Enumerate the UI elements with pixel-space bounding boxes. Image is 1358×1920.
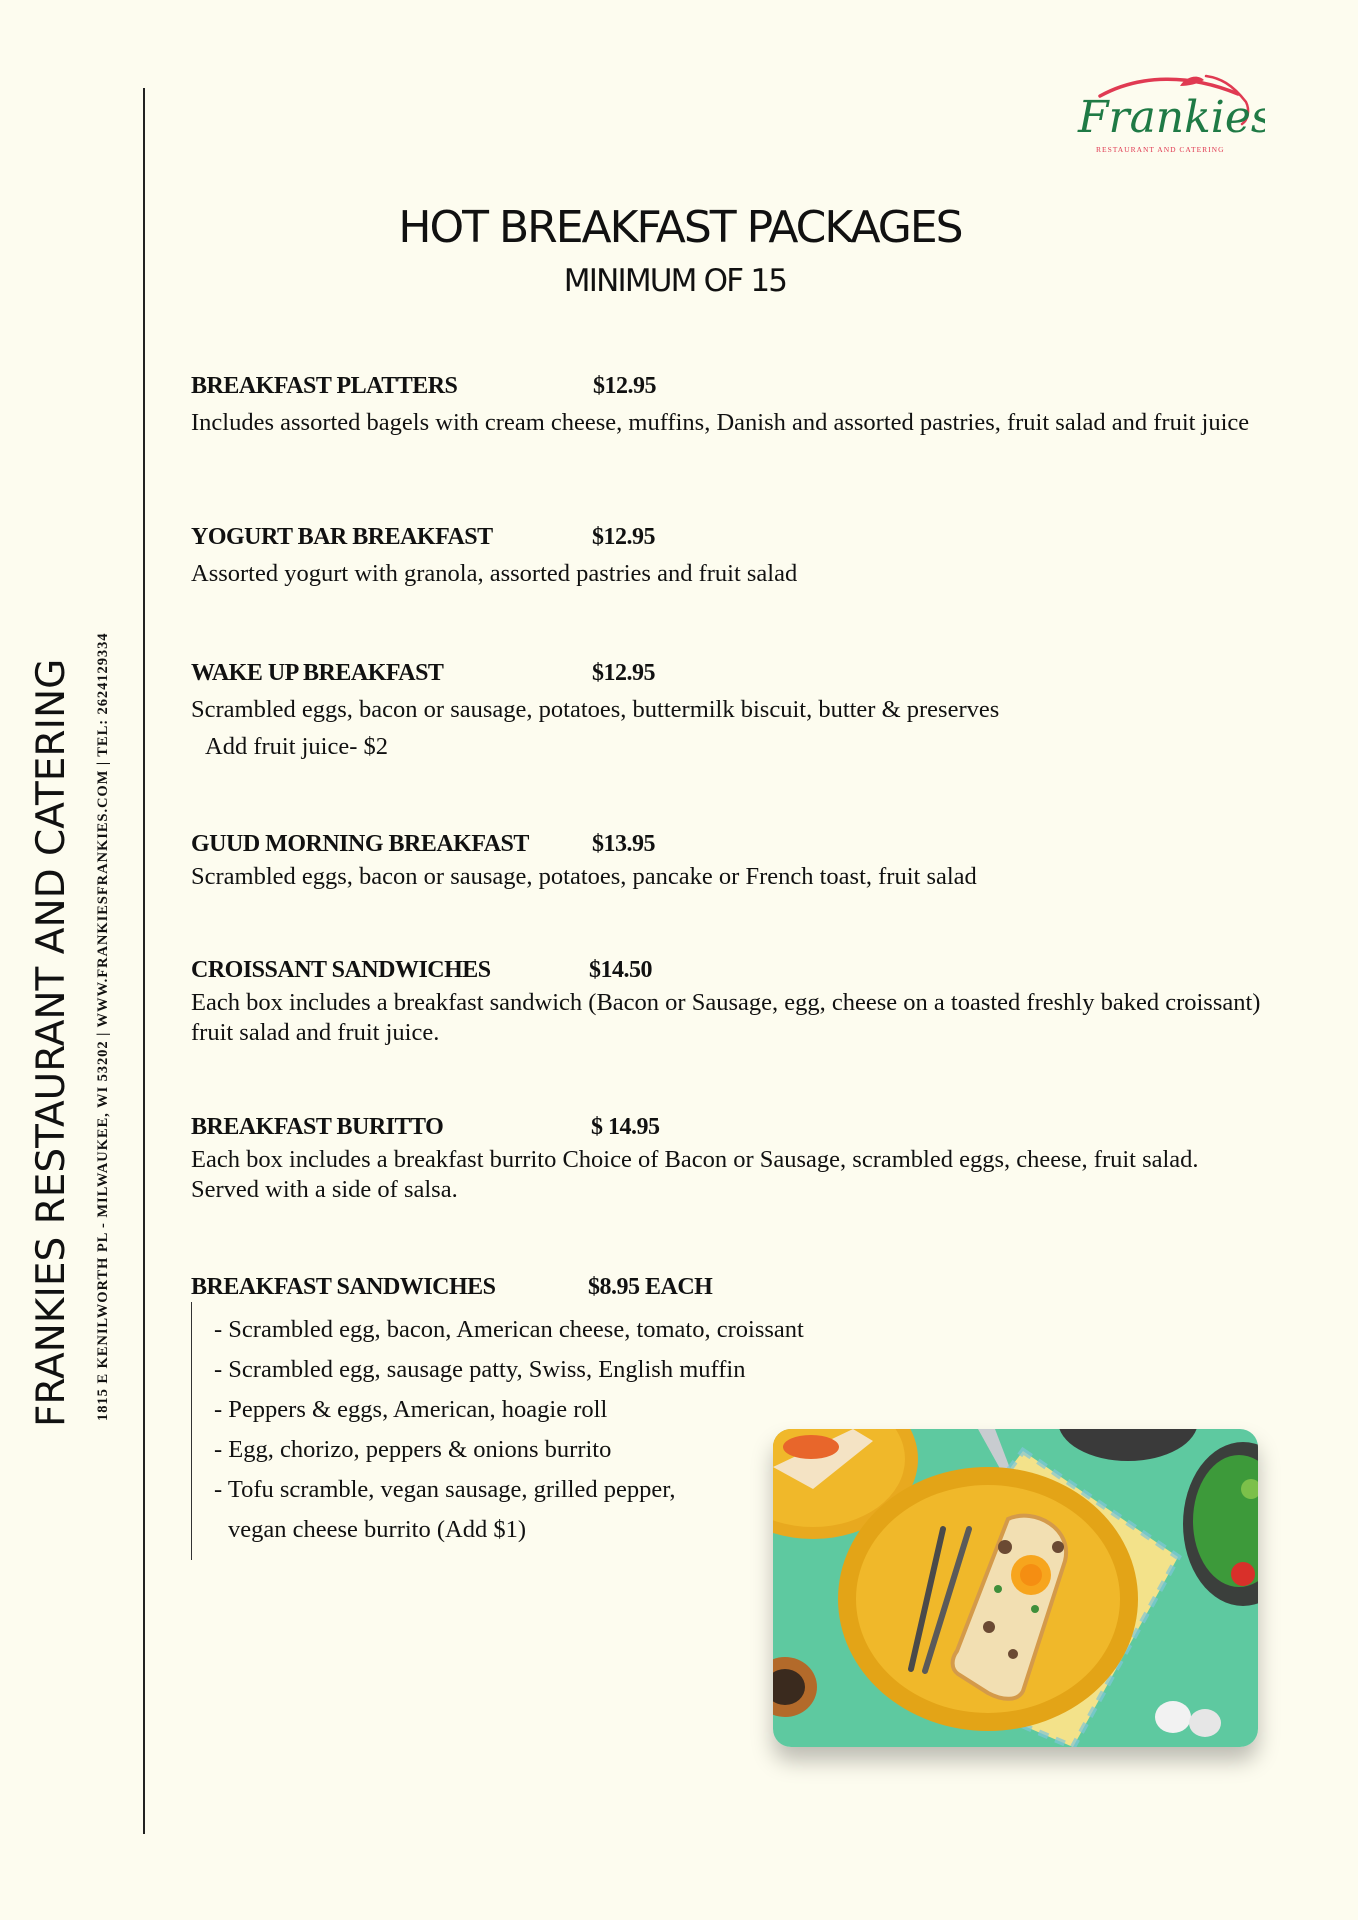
sidebar-divider — [143, 88, 145, 1834]
menu-item-breakfast-buritto — [191, 1111, 1291, 1205]
sidebar-contact-info: 1815 E KENILWORTH PL - MILWAUKEE, WI 53202 | WWW.FRANKIESFRANKIES.COM | TEL: 2624129334 — [95, 632, 111, 1421]
sidebar-branding — [20, 497, 114, 1427]
list-item: vegan cheese burrito (Add $1) — [228, 1516, 526, 1543]
logo-mark-icon — [1070, 68, 1265, 160]
item-description: Assorted yogurt with granola, assorted pastries and fruit salad — [191, 560, 798, 587]
logo-tagline-text: RESTAURANT AND CATERING — [1096, 145, 1225, 154]
list-item: - Scrambled egg, bacon, American cheese, tomato, croissant — [214, 1316, 804, 1343]
menu-item-breakfast-platters — [191, 370, 1291, 438]
page-title: HOT BREAKFAST PACKAGES — [398, 202, 962, 253]
list-item: - Egg, chorizo, peppers & onions burrito — [214, 1436, 612, 1463]
menu-item-wake-up — [191, 657, 1291, 762]
breakfast-photo-icon — [773, 1429, 1258, 1747]
item-price: $ 14.95 — [591, 1114, 660, 1140]
item-name: CROISSANT SANDWICHES — [191, 957, 491, 983]
item-name: BREAKFAST BURITTO — [191, 1114, 444, 1140]
list-item: - Scrambled egg, sausage patty, Swiss, English muffin — [214, 1356, 746, 1383]
breakfast-toast-photo — [773, 1429, 1258, 1747]
list-item: - Peppers & eggs, American, hoagie roll — [214, 1396, 608, 1423]
menu-item-guud-morning — [191, 828, 1291, 892]
item-price: $12.95 — [592, 524, 655, 550]
item-name: WAKE UP BREAKFAST — [191, 660, 444, 686]
item-price: $13.95 — [592, 831, 655, 857]
item-description: Scrambled eggs, bacon or sausage, potatoes, buttermilk biscuit, butter & preserves — [191, 696, 1000, 723]
item-name: GUUD MORNING BREAKFAST — [191, 831, 529, 857]
sandwich-options-list — [191, 1302, 804, 1560]
item-price: $12.95 — [592, 660, 655, 686]
item-price: $12.95 — [593, 373, 656, 399]
item-price: $8.95 EACH — [588, 1274, 713, 1300]
logo-brand-text: Frankies — [1078, 92, 1265, 143]
menu-item-croissant-sandwiches — [191, 954, 1291, 1048]
sidebar-restaurant-name: FRANKIES RESTAURANT AND CATERING — [29, 658, 74, 1427]
menu-item-breakfast-sandwiches — [191, 1271, 1291, 1303]
item-addon: Add fruit juice- $2 — [205, 733, 389, 760]
item-description: Scrambled eggs, bacon or sausage, potatoes, pancake or French toast, fruit salad — [191, 863, 977, 890]
list-item: - Tofu scramble, vegan sausage, grilled pepper, — [214, 1476, 676, 1503]
item-price: $14.50 — [589, 957, 652, 983]
menu-item-yogurt-bar — [191, 521, 1291, 589]
item-name: YOGURT BAR BREAKFAST — [191, 524, 493, 550]
frankies-logo — [1070, 68, 1265, 160]
page-subtitle: MINIMUM OF 15 — [563, 263, 787, 299]
item-description: Each box includes a breakfast sandwich (Bacon or Sausage, egg, cheese on a toasted freshly baked croissant) fruit salad and fruit juice. — [191, 989, 1261, 1046]
item-name: BREAKFAST SANDWICHES — [191, 1274, 496, 1300]
item-description: Each box includes a breakfast burrito Choice of Bacon or Sausage, scrambled eggs, cheese, fruit salad. Served with a side of salsa. — [191, 1146, 1199, 1203]
item-description: Includes assorted bagels with cream cheese, muffins, Danish and assorted pastries, fruit salad and fruit juice — [191, 409, 1250, 436]
item-name: BREAKFAST PLATTERS — [191, 373, 458, 399]
